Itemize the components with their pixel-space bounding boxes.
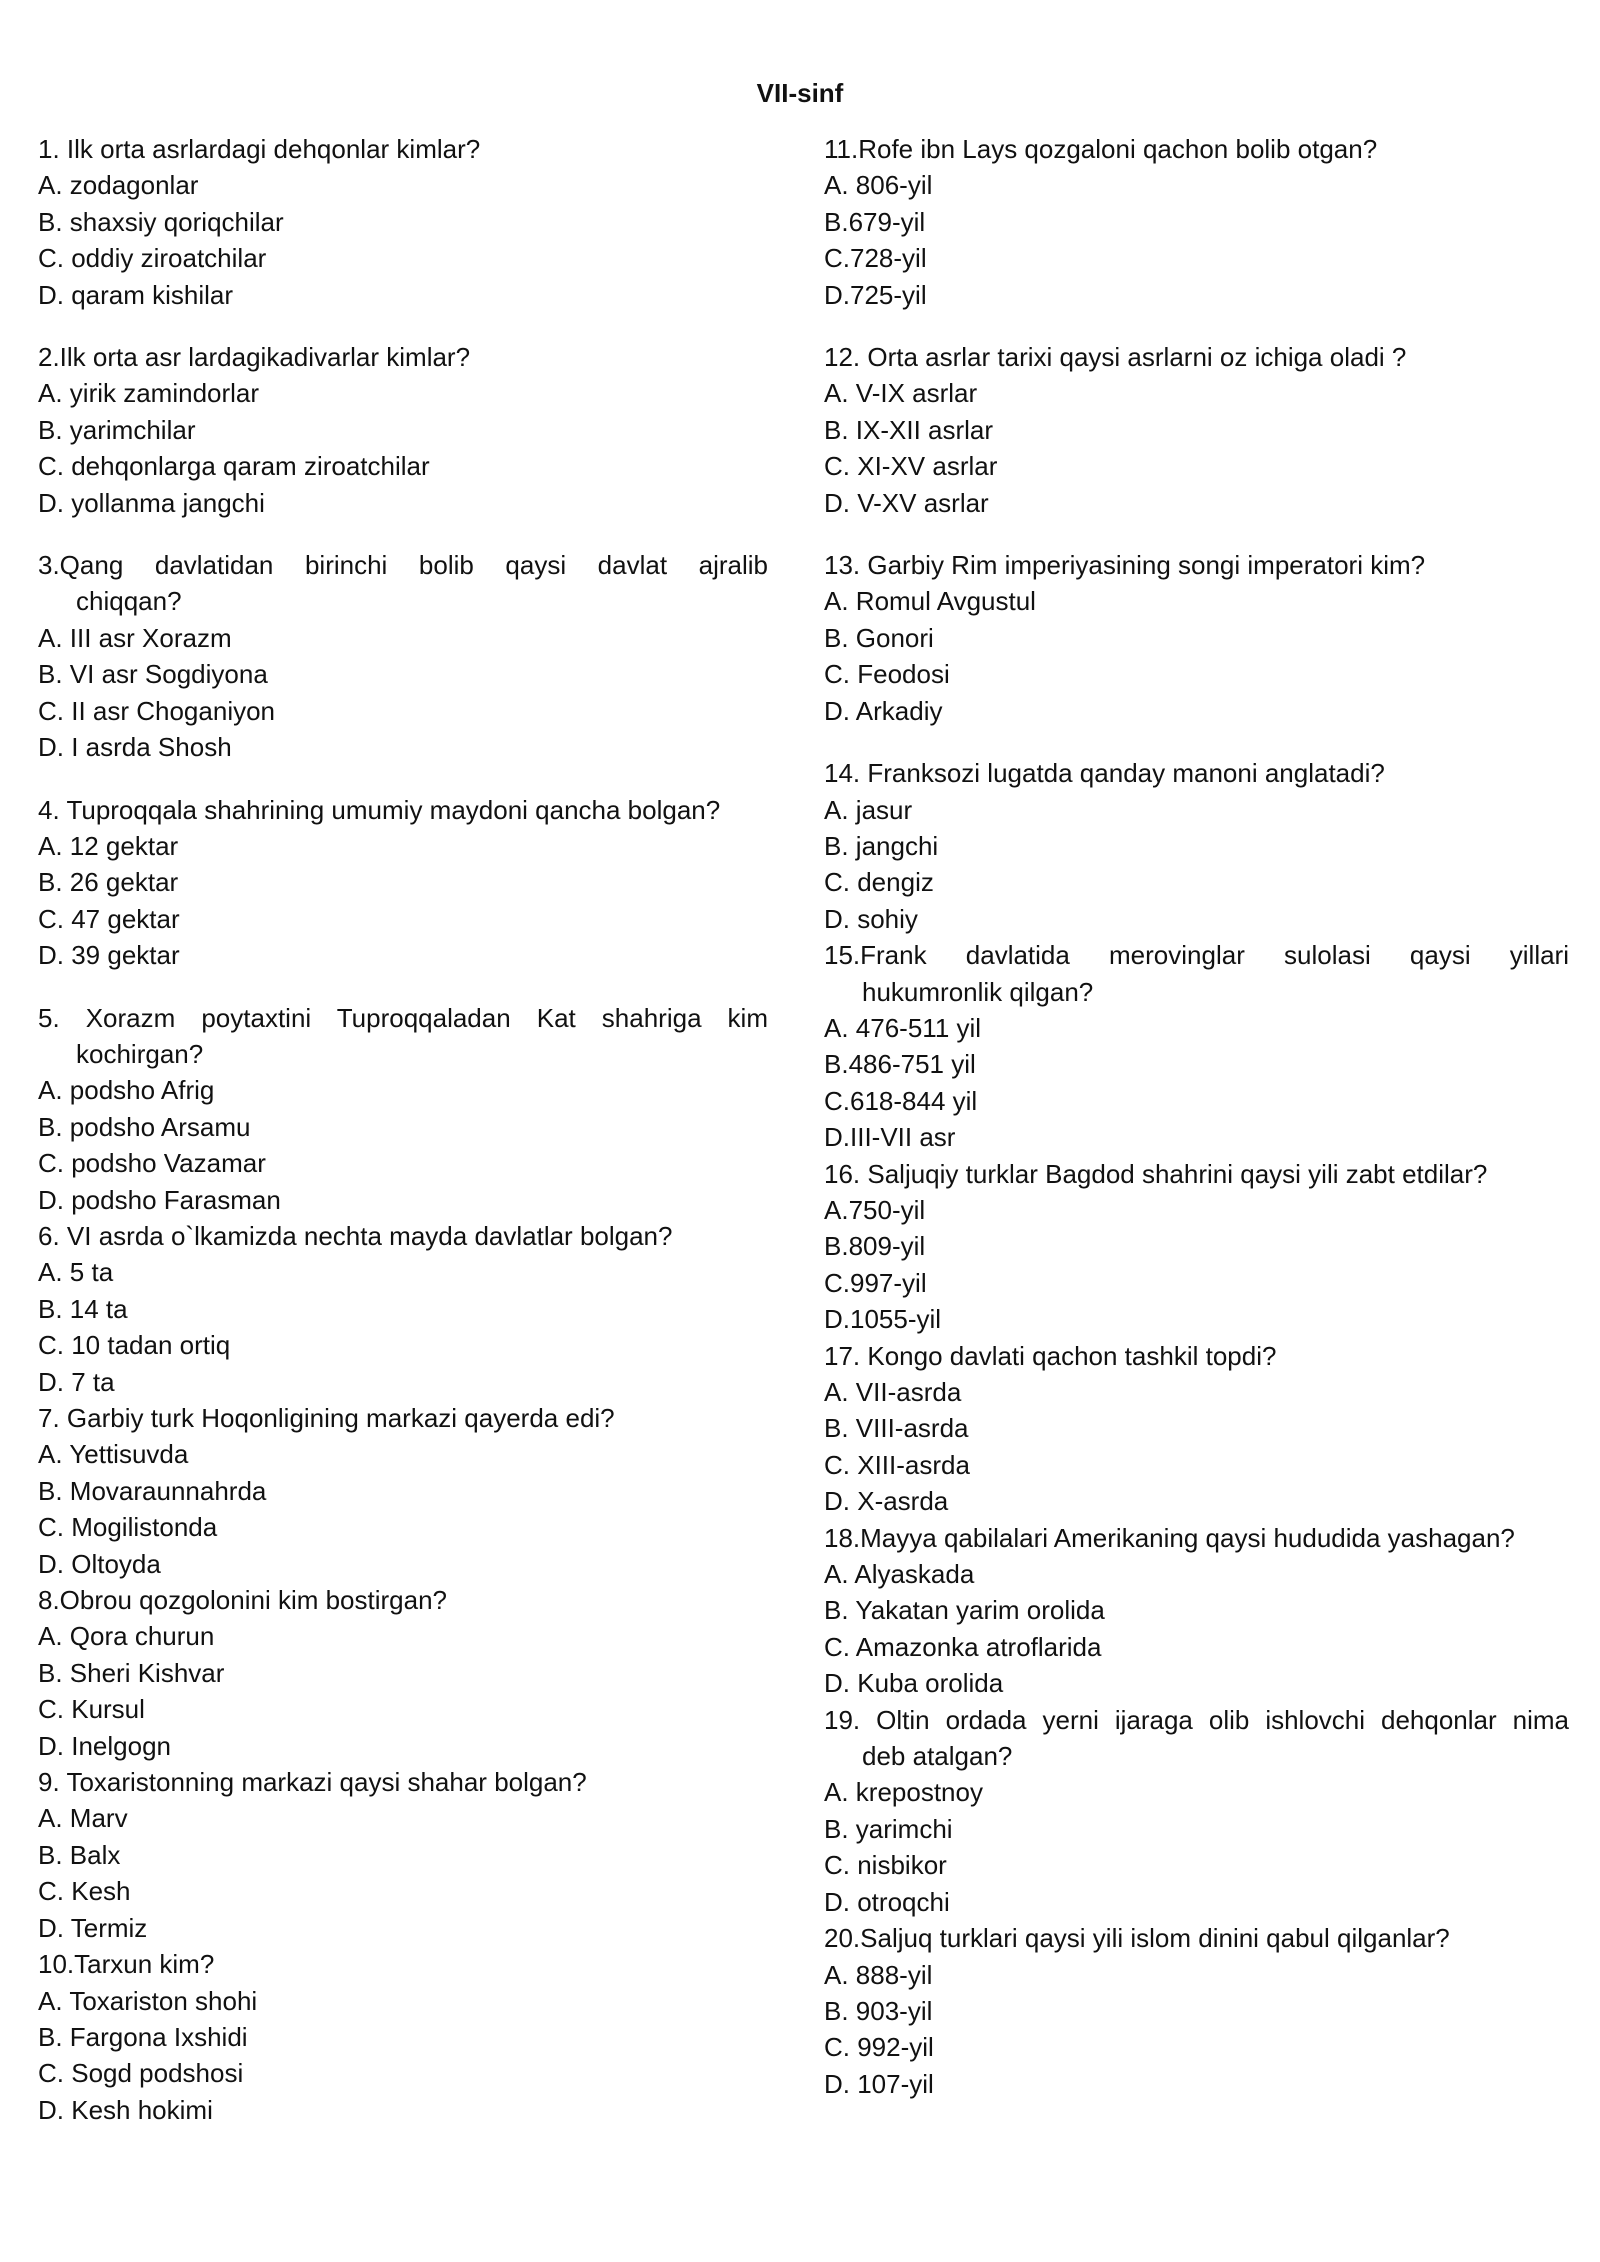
- answer-option: A. yirik zamindorlar: [38, 378, 260, 409]
- answer-option: C. nisbikor: [824, 1850, 947, 1881]
- question-block: [38, 792, 768, 974]
- answer-option: D. qaram kishilar: [38, 279, 234, 310]
- answer-option: B. Sheri Kishvar: [38, 1657, 225, 1688]
- question-block: [38, 1582, 768, 1764]
- answer-option: B. yarimchi: [824, 1813, 953, 1844]
- answer-option: B. 14 ta: [38, 1293, 128, 1324]
- answer-option: B. shaxsiy qoriqchilar: [38, 206, 284, 237]
- answer-option: C. Amazonka atroflarida: [824, 1631, 1102, 1662]
- answer-option: A. Yettisuvda: [38, 1439, 189, 1470]
- question-text: 2.Ilk orta asr lardagikadivarlar kimlar?: [38, 342, 471, 373]
- answer-option: C. II asr Choganiyon: [38, 695, 276, 726]
- answer-option: D. podsho Farasman: [38, 1184, 281, 1215]
- question-block: [38, 131, 768, 313]
- question-block: [824, 1338, 1569, 1520]
- question-block: [38, 1000, 768, 1218]
- answer-option: B. 26 gektar: [38, 867, 179, 898]
- answer-option: D. Kuba orolida: [824, 1668, 1004, 1699]
- answer-option: D. Inelgogn: [38, 1730, 171, 1761]
- question-text: 7. Garbiy turk Hoqonligining markazi qayerda edi?: [38, 1403, 615, 1433]
- answer-option: C. 10 tadan ortiq: [38, 1330, 231, 1361]
- question-text: 14. Franksozi lugatda qanday manoni anglatadi?: [824, 758, 1385, 789]
- answer-option: D. sohiy: [824, 903, 918, 934]
- answer-option: B. Movaraunnahrda: [38, 1475, 267, 1506]
- answer-option: C. XIII-asrda: [824, 1449, 970, 1480]
- answer-option: A. krepostnoy: [824, 1777, 983, 1808]
- answer-option: A. podsho Afrig: [38, 1075, 215, 1106]
- question-block: [38, 1218, 768, 1400]
- question-text: 18.Mayya qabilalari Amerikaning qaysi hududida yashagan?: [824, 1522, 1515, 1553]
- answer-option: D. X-asrda: [824, 1486, 949, 1517]
- question-text: 9. Toxaristonning markazi qaysi shahar bolgan?: [38, 1767, 587, 1798]
- question-text-continued: chiqqan?: [76, 586, 182, 617]
- answer-option: D. Oltoyda: [38, 1548, 161, 1579]
- answer-option: D. Arkadiy: [824, 695, 943, 726]
- answer-option: C. podsho Vazamar: [38, 1148, 266, 1179]
- answer-option: D. Termiz: [38, 1912, 148, 1943]
- answer-option: C.618-844 yil: [824, 1085, 978, 1116]
- answer-option: B. Yakatan yarim orolida: [824, 1595, 1105, 1626]
- page-title: VII-sinf: [756, 78, 844, 108]
- answer-option: A. Qora churun: [38, 1621, 215, 1652]
- question-block: [824, 1702, 1569, 1920]
- answer-option: C. 47 gektar: [38, 903, 180, 934]
- answer-option: B.486-751 yil: [824, 1049, 976, 1080]
- answer-option: B. VI asr Sogdiyona: [38, 659, 268, 690]
- answer-option: C. dehqonlarga qaram ziroatchilar: [38, 451, 430, 482]
- answer-option: C. 992-yil: [824, 2032, 934, 2063]
- answer-option: A. 476-511 yil: [824, 1012, 982, 1043]
- answer-option: B. 903-yil: [824, 1995, 933, 2026]
- answer-option: C.997-yil: [824, 1267, 927, 1298]
- answer-option: A. III asr Xorazm: [38, 622, 232, 653]
- answer-option: D. 107-yil: [824, 2068, 934, 2099]
- answer-option: C. Mogilistonda: [38, 1512, 218, 1543]
- answer-option: B. Balx: [38, 1839, 121, 1870]
- question-text: 5. Xorazm poytaxtini Tuproqqaladan Kat shahriga kim: [38, 1002, 768, 1033]
- answer-option: D. V-XV asrlar: [824, 487, 989, 518]
- answer-option: D. I asrda Shosh: [38, 732, 232, 763]
- question-text: 11.Rofe ibn Lays qozgaloni qachon bolib otgan?: [824, 134, 1378, 164]
- answer-option: C. Kursul: [38, 1694, 145, 1725]
- answer-option: A. zodagonlar: [38, 170, 199, 201]
- question-text: 17. Kongo davlati qachon tashkil topdi?: [824, 1340, 1277, 1371]
- answer-option: B. Fargona Ixshidi: [38, 2021, 248, 2052]
- answer-option: C. Kesh: [38, 1876, 131, 1907]
- question-block: [824, 1520, 1569, 1702]
- question-text: 3.Qang davlatidan birinchi bolib qaysi davlat ajralib: [38, 550, 768, 581]
- question-block: [824, 339, 1569, 521]
- answer-option: C.728-yil: [824, 243, 927, 274]
- answer-option: A. 5 ta: [38, 1257, 114, 1288]
- answer-option: C. Feodosi: [824, 659, 950, 690]
- answer-option: D. Kesh hokimi: [38, 2094, 213, 2125]
- question-text-continued: kochirgan?: [76, 1038, 204, 1069]
- right-column: [824, 131, 1569, 2102]
- question-block: [824, 1156, 1569, 1338]
- question-text: 15.Frank davlatida merovinglar sulolasi qaysi yillari: [824, 940, 1569, 971]
- answer-option: B. podsho Arsamu: [38, 1111, 251, 1142]
- left-column: [38, 131, 768, 2128]
- answer-option: C. XI-XV asrlar: [824, 451, 998, 482]
- question-text: 6. VI asrda o`lkamizda nechta mayda davlatlar bolgan?: [38, 1220, 673, 1251]
- answer-option: A. 806-yil: [824, 170, 933, 201]
- answer-option: B.809-yil: [824, 1231, 926, 1262]
- question-text: 10.Tarxun kim?: [38, 1949, 215, 1980]
- answer-option: A. jasur: [824, 794, 913, 825]
- answer-option: B. Gonori: [824, 622, 934, 653]
- question-text-continued: deb atalgan?: [862, 1741, 1013, 1772]
- question-block: [824, 937, 1569, 1155]
- question-block: [38, 1764, 768, 1946]
- answer-option: C. oddiy ziroatchilar: [38, 243, 267, 274]
- question-text: 20.Saljuq turklari qaysi yili islom dinini qabul qilganlar?: [824, 1923, 1450, 1954]
- answer-option: D. otroqchi: [824, 1886, 950, 1917]
- question-block: [824, 547, 1569, 729]
- answer-option: C. dengiz: [824, 867, 934, 898]
- answer-option: B. yarimchilar: [38, 414, 196, 445]
- answer-option: B. IX-XII asrlar: [824, 414, 994, 445]
- answer-option: B. VIII-asrda: [824, 1413, 969, 1444]
- answer-option: D.III-VII asr: [824, 1122, 956, 1153]
- question-block: [824, 755, 1569, 937]
- question-block: [38, 1400, 768, 1582]
- answer-option: A. V-IX asrlar: [824, 378, 978, 409]
- question-text: 19. Oltin ordada yerni ijaraga olib ishlovchi dehqonlar nima: [824, 1704, 1569, 1735]
- question-text: 1. Ilk orta asrlardagi dehqonlar kimlar?: [38, 134, 481, 164]
- answer-option: A.750-yil: [824, 1194, 926, 1225]
- answer-option: C. Sogd podshosi: [38, 2058, 244, 2089]
- answer-option: D. 39 gektar: [38, 940, 180, 971]
- answer-option: B.679-yil: [824, 206, 926, 237]
- question-block: [38, 339, 768, 521]
- question-text-continued: hukumronlik qilgan?: [862, 976, 1094, 1007]
- answer-option: A. Romul Avgustul: [824, 586, 1036, 617]
- answer-option: A. VII-asrda: [824, 1377, 962, 1407]
- answer-option: A. 888-yil: [824, 1959, 933, 1990]
- question-text: 13. Garbiy Rim imperiyasining songi imperatori kim?: [824, 550, 1426, 581]
- answer-option: D. yollanma jangchi: [38, 487, 265, 518]
- question-block: [824, 1920, 1569, 2102]
- question-text: 8.Obrou qozgolonini kim bostirgan?: [38, 1585, 448, 1616]
- answer-option: A. 12 gektar: [38, 830, 179, 861]
- question-text: 16. Saljuqiy turklar Bagdod shahrini qaysi yili zabt etdilar?: [824, 1158, 1488, 1189]
- question-text: 4. Tuproqqala shahrining umumiy maydoni qancha bolgan?: [38, 794, 721, 825]
- question-block: [38, 1946, 768, 2128]
- answer-option: B. jangchi: [824, 830, 939, 861]
- answer-option: D.1055-yil: [824, 1304, 942, 1335]
- answer-option: D.725-yil: [824, 279, 927, 310]
- answer-option: A. Toxariston shohi: [38, 1985, 258, 2016]
- question-block: [824, 131, 1569, 313]
- question-block: [38, 547, 768, 765]
- question-text: 12. Orta asrlar tarixi qaysi asrlarni oz ichiga oladi ?: [824, 342, 1407, 373]
- answer-option: A. Alyaskada: [824, 1559, 975, 1590]
- answer-option: D. 7 ta: [38, 1366, 115, 1397]
- answer-option: A. Marv: [38, 1803, 128, 1834]
